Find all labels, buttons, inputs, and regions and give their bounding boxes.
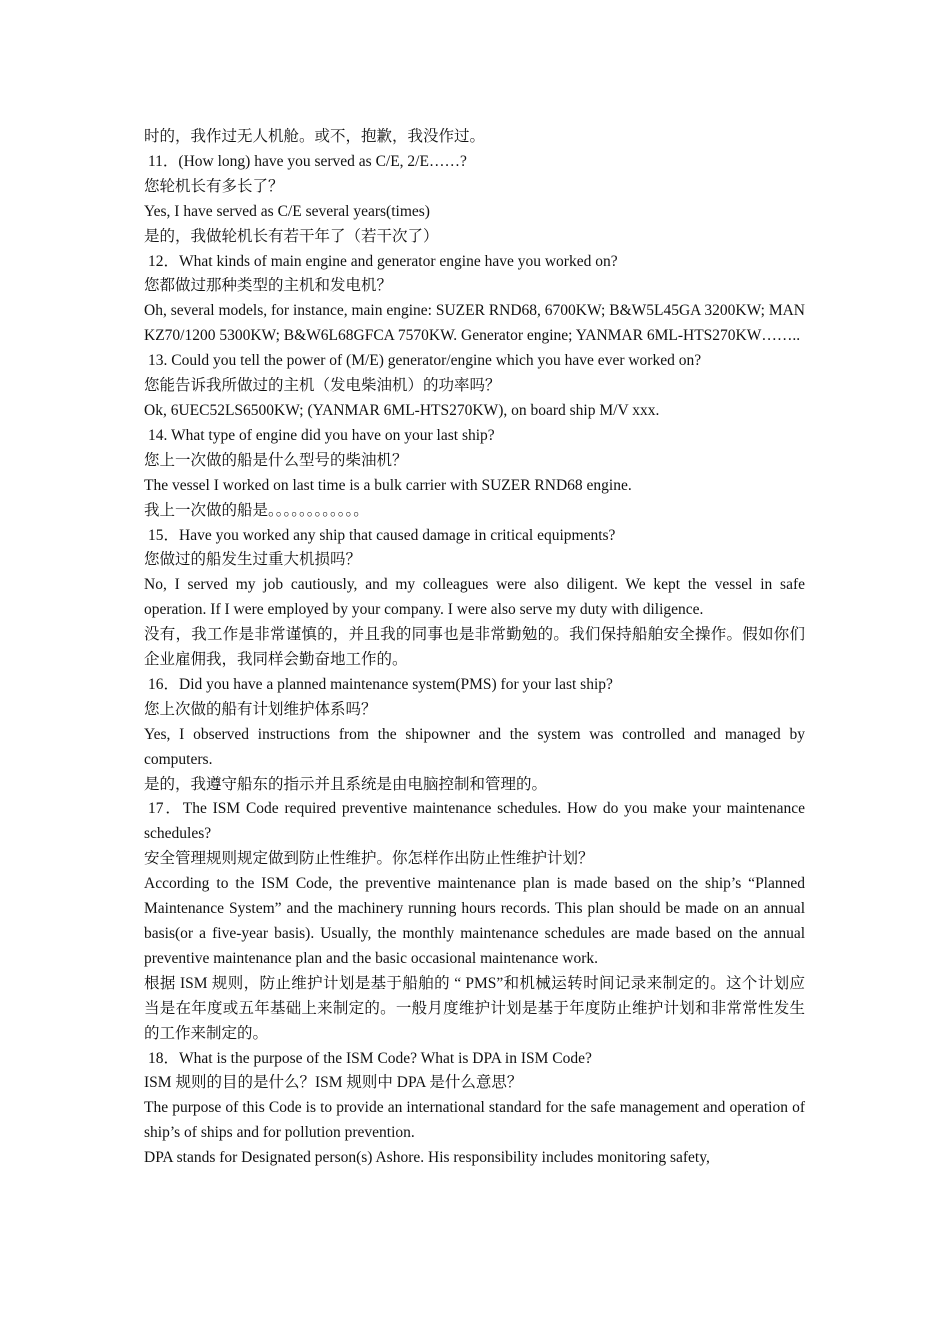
answer-line: The vessel I worked on last time is a bulk carrier with SUZER RND68 engine. (144, 476, 632, 494)
answer-line: Ok, 6UEC52LS6500KW; (YANMAR 6ML-HTS270KW), on board ship M/V xxx. (144, 401, 660, 419)
answer-paragraph: According to the ISM Code, the preventive maintenance plan is made based on the ship’s “Planned Maintenance System” and the machinery running hours records. This plan should be made on an annual basis(or a five-year basis). Usually, the monthly maintenance schedules are made based on the annual preventive maintenance plan and the basic occasional maintenance work. (144, 875, 805, 967)
answer-line: Yes, I have served as C/E several years(times) (144, 202, 430, 220)
answer-paragraph: The purpose of this Code is to provide an international standard for the safe management and operation of ship’s of ships and for pollution prevention. (144, 1099, 805, 1142)
question-line: 12．What kinds of main engine and generator engine have you worked on? (148, 252, 618, 270)
text-paragraph: 没有，我工作是非常谨慎的，并且我的同事也是非常勤勉的。我们保持船舶安全操作。假如你们企业雇佣我，我同样会勤奋地工作的。 (144, 626, 805, 669)
question-line: 16．Did you have a planned maintenance system(PMS) for your last ship? (148, 675, 613, 693)
text-line: 安全管理规则规定做到防止性维护。你怎样作出防止性维护计划？ (144, 850, 594, 868)
answer-line: DPA stands for Designated person(s) Ashore. His responsibility includes monitoring safety, (144, 1149, 710, 1167)
text-paragraph: 根据 ISM 规则，防止维护计划是基于船舶的 “ PMS”和机械运转时间记录来制定的。这个计划应当是在年度或五年基础上来制定的。一般月度维护计划是基于年度防止维护计划和非常常性发生的工作来制定的。 (144, 974, 805, 1042)
text-line: 时的，我作过无人机舱。或不，抱歉，我没作过。 (144, 128, 486, 145)
text-line: 您能告诉我所做过的主机（发电柴油机）的功率吗？ (144, 377, 501, 395)
question-line: 14. What type of engine did you have on your last ship? (148, 426, 495, 444)
question-line: 15．Have you worked any ship that caused damage in critical equipments? (148, 526, 616, 544)
text-line: 是的，我遵守船东的指示并且系统是由电脑控制和管理的。 (144, 775, 548, 793)
text-line: 您都做过那种类型的主机和发电机？ (144, 277, 393, 295)
answer-paragraph: No, I served my job cautiously, and my colleagues were also diligent. We kept the vessel in safe operation. If I were employed by your company. I were also serve my duty with diligence. (144, 576, 805, 619)
question-paragraph: 17．The ISM Code required preventive maintenance schedules. How do you make your maintenance schedules? (144, 800, 805, 843)
text-line: 您轮机长有多长了？ (144, 177, 284, 195)
text-line: 是的，我做轮机长有若干年了（若干次了） (144, 227, 439, 245)
answer-paragraph: Oh, several models, for instance, main engine: SUZER RND68, 6700KW; B&W5L45GA 3200KW; MAN KZ70/1200 5300KW; B&W6L68GFCA 7570KW. Generator engine; YANMAR 6ML-HTS270KW…….. (144, 302, 805, 345)
question-line: 18．What is the purpose of the ISM Code? What is DPA in ISM Code? (148, 1049, 592, 1067)
text-line: ISM 规则的目的是什么？ISM 规则中 DPA 是什么意思？ (144, 1074, 523, 1092)
text-line: 您上次做的船有计划维护体系吗？ (144, 700, 377, 718)
question-line: 11．(How long) have you served as C/E, 2/E……? (148, 152, 467, 170)
text-line: 您上一次做的船是什么型号的柴油机？ (144, 451, 408, 469)
document-page (144, 125, 805, 1171)
text-line: 我上一次做的船是。。。。。。。。。。。。 (144, 501, 369, 519)
answer-paragraph: Yes, I observed instructions from the shipowner and the system was controlled and managed by computers. (144, 725, 805, 768)
question-line: 13. Could you tell the power of (M/E) generator/engine which you have ever worked on? (148, 352, 702, 370)
text-line: 您做过的船发生过重大机损吗？ (144, 551, 362, 569)
